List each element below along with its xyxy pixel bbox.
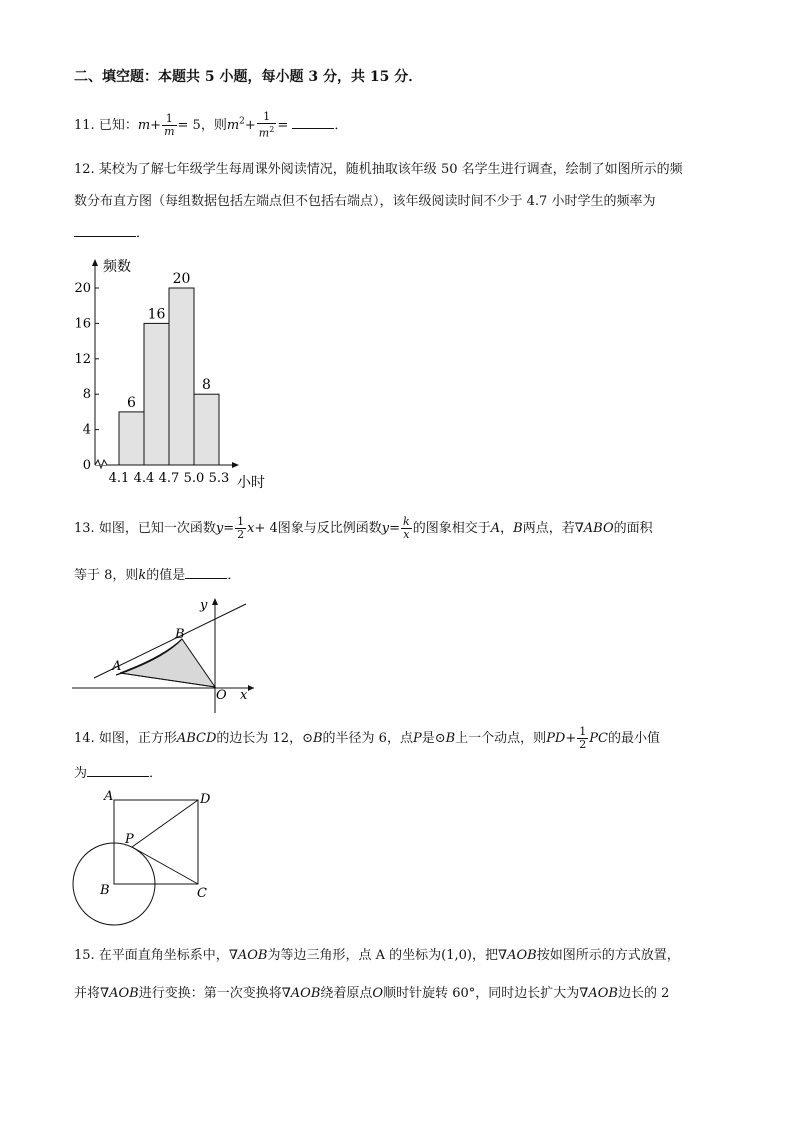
y-tick-label: 12 xyxy=(74,351,91,367)
label-y: y xyxy=(200,598,208,613)
y-tick-label: 16 xyxy=(74,316,91,332)
section-title: 二、填空题：本题共 5 小题，每小题 3 分，共 15 分． xyxy=(74,69,423,85)
label-B: B xyxy=(175,627,185,642)
question-14-line1: 14. 如图，正方形ABCD的边长为 12，⊙B的半径为 6，点P是⊙B上一个动点，则PD+ $\frac{1}{2}$ PC的最小值 xyxy=(74,725,660,751)
axis-break xyxy=(95,460,107,468)
x-tick-label: 5.3 xyxy=(208,471,230,486)
x-tick-label: 4.4 xyxy=(133,471,155,486)
label-B: B xyxy=(100,883,110,898)
x-tick-label: 4.7 xyxy=(158,471,180,486)
y-tick-label: 0 xyxy=(82,458,91,473)
label-O: O xyxy=(216,688,227,703)
figure-14 xyxy=(66,786,226,932)
question-14-line2: 为 ． xyxy=(74,766,163,781)
answer-blank-12 xyxy=(74,224,136,237)
frequency-histogram xyxy=(60,255,280,495)
label-A: A xyxy=(104,789,114,804)
answer-blank-11 xyxy=(292,116,334,129)
x-axis-title: 小时 xyxy=(237,475,265,491)
question-12-line1: 12. 某校为了解七年级学生每周课外阅读情况，随机抽取该年级 50 名学生进行调查，绘制了如图所示的频 xyxy=(74,162,683,177)
bar-value-label: 6 xyxy=(127,394,136,411)
label-P: P xyxy=(125,832,134,847)
question-15-line1: 15. 在平面直角坐标系中，∇AOB为等边三角形，点 A 的坐标为(1,0)，把∇AOB按如图所示的方式放置， xyxy=(74,948,680,963)
answer-blank-13 xyxy=(185,566,227,579)
y-tick-label: 8 xyxy=(82,387,91,403)
y-tick-label: 20 xyxy=(74,281,91,296)
label-A: A xyxy=(112,659,122,674)
y-tick-label: 4 xyxy=(82,422,91,438)
bar-4.7–5.0 xyxy=(169,288,194,465)
y-axis-title: 频数 xyxy=(103,259,131,275)
label-C: C xyxy=(197,886,207,901)
bar-4.4–4.7 xyxy=(144,323,169,465)
question-13-line2: 等于 8，则k的值是 ． xyxy=(74,568,241,583)
question-15-line2: 并将∇AOB进行变换：第一次变换将∇AOB绕着原点O顺时针旋转 60°，同时边长扩大为∇AOB边长的 2 xyxy=(74,986,670,1001)
bar-value-label: 8 xyxy=(202,377,211,394)
label-D: D xyxy=(200,792,211,807)
figure-13 xyxy=(68,595,258,715)
x-tick-label: 5.0 xyxy=(183,471,205,486)
y-axis-arrow xyxy=(92,259,98,266)
x-tick-label: 4.1 xyxy=(108,471,130,486)
bar-value-label: 16 xyxy=(147,306,166,323)
bar-4.1–4.4 xyxy=(119,412,144,465)
bar-5.0–5.3 xyxy=(194,394,219,465)
answer-blank-14 xyxy=(87,764,149,777)
x-axis-arrow xyxy=(232,462,239,468)
bar-value-label: 20 xyxy=(172,271,191,287)
label-x: x xyxy=(240,688,248,703)
question-12-line2: 数分布直方图（每组数据包括左端点但不包括右端点），该年级阅读时间不少于 4.7 小时学生的频率为 xyxy=(74,194,656,209)
question-11: 11. 已知：m+ $\frac{1}{m}$ = 5，则$m^2+$ $\frac{1}{m^2}$ = ． xyxy=(74,110,348,140)
question-13-line1: 13. 如图，已知一次函数y= $\frac{1}{2}$ x+ 4图象与反比例函数y= $\frac{k}{x}$ 的图象相交于A，B两点，若∇ABO的面积 xyxy=(74,515,653,541)
question-12-line3: ． xyxy=(74,224,149,244)
